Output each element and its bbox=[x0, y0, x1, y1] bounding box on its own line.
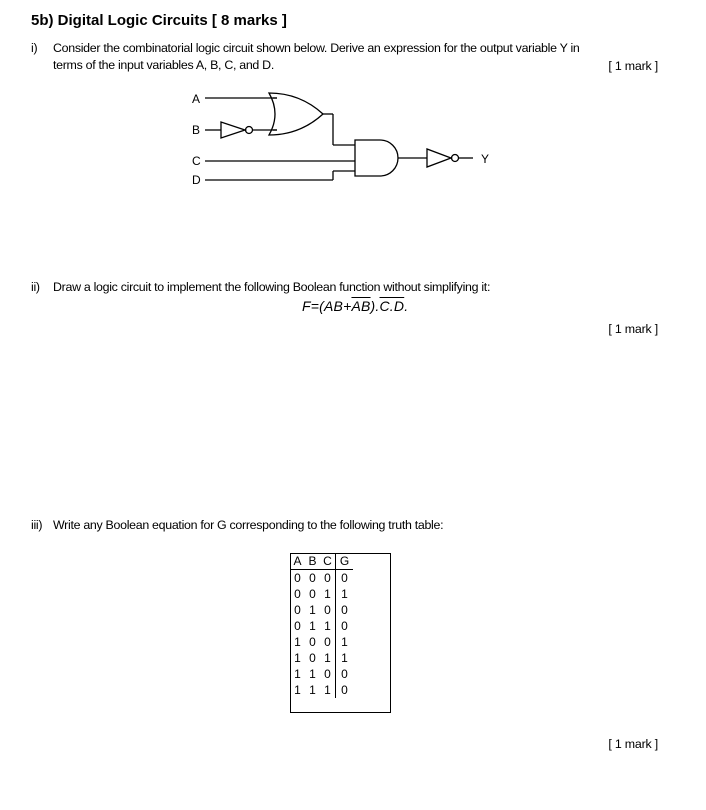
or-gate bbox=[269, 93, 323, 135]
cell: 0 bbox=[309, 571, 316, 585]
table-row bbox=[290, 570, 353, 587]
cell: 1 bbox=[336, 650, 354, 666]
q1-mark: [ 1 mark ] bbox=[608, 59, 658, 73]
cell: 0 bbox=[324, 571, 331, 585]
q1-line2: terms of the input variables A, B, C, and D. bbox=[53, 58, 274, 72]
and-gate bbox=[355, 140, 398, 176]
cell: 1 bbox=[324, 619, 331, 633]
table-row bbox=[290, 666, 353, 682]
q3-line1: Write any Boolean equation for G corresponding to the following truth table: bbox=[53, 518, 444, 532]
header-a: A bbox=[290, 553, 305, 570]
label-d: D bbox=[192, 173, 201, 187]
cell: 1 bbox=[309, 619, 316, 633]
table-row bbox=[290, 618, 353, 634]
cell: 1 bbox=[294, 683, 301, 697]
cell: 0 bbox=[309, 651, 316, 665]
cell: 0 bbox=[336, 602, 354, 618]
label-c: C bbox=[192, 154, 201, 168]
logic-circuit-diagram bbox=[185, 88, 515, 193]
eq-mid: ). bbox=[370, 298, 380, 314]
label-a: A bbox=[192, 92, 201, 106]
cell: 1 bbox=[309, 667, 316, 681]
cell: 1 bbox=[294, 667, 301, 681]
eq-cd-bar: C.D bbox=[379, 298, 405, 314]
cell: 0 bbox=[294, 619, 301, 633]
table-row bbox=[290, 650, 353, 666]
section-title: 5b) Digital Logic Circuits [ 8 marks ] bbox=[31, 12, 287, 29]
q2-line1: Draw a logic circuit to implement the following Boolean function without simplifying it: bbox=[53, 280, 491, 294]
boolean-equation bbox=[302, 298, 408, 314]
eq-prefix: F=(AB+ bbox=[302, 298, 352, 314]
q1-line1: Consider the combinatorial logic circuit shown below. Derive an expression for the output variable Y in bbox=[53, 41, 580, 55]
table-row bbox=[290, 682, 353, 698]
cell: 0 bbox=[336, 682, 354, 698]
table-row bbox=[290, 634, 353, 650]
eq-suffix: . bbox=[404, 298, 409, 314]
cell: 0 bbox=[324, 603, 331, 617]
not-gate-out bbox=[427, 149, 451, 167]
q3-mark: [ 1 mark ] bbox=[608, 737, 658, 751]
cell: 0 bbox=[336, 570, 354, 587]
header-g: G bbox=[336, 553, 354, 570]
label-b: B bbox=[192, 123, 201, 137]
cell: 0 bbox=[324, 667, 331, 681]
q3-number: iii) bbox=[31, 518, 43, 532]
eq-b-bar: $\overline{B}$ bbox=[361, 298, 371, 314]
cell: 1 bbox=[294, 635, 301, 649]
cell: 0 bbox=[294, 571, 301, 585]
cell: 0 bbox=[309, 635, 316, 649]
cell: 0 bbox=[309, 587, 316, 601]
cell: 1 bbox=[309, 683, 316, 697]
cell: 1 bbox=[336, 634, 354, 650]
truth-table-header bbox=[290, 553, 353, 570]
cell: 1 bbox=[324, 683, 331, 697]
cell: 0 bbox=[294, 603, 301, 617]
cell: 1 bbox=[309, 603, 316, 617]
q1-number: i) bbox=[31, 41, 38, 55]
q2-number: ii) bbox=[31, 280, 40, 294]
eq-a-bar: $\overline{A}$ bbox=[351, 298, 361, 314]
cell: 1 bbox=[324, 651, 331, 665]
header-c: C bbox=[320, 553, 336, 570]
cell: 0 bbox=[336, 618, 354, 634]
q2-mark: [ 1 mark ] bbox=[608, 322, 658, 336]
cell: 1 bbox=[336, 586, 354, 602]
header-b: B bbox=[305, 553, 320, 570]
truth-table bbox=[290, 553, 353, 698]
table-row bbox=[290, 586, 353, 602]
not-gate-b bbox=[221, 122, 245, 138]
cell: 0 bbox=[324, 635, 331, 649]
cell: 1 bbox=[324, 587, 331, 601]
label-y: Y bbox=[481, 152, 490, 166]
table-row bbox=[290, 602, 353, 618]
cell: 1 bbox=[294, 651, 301, 665]
cell: 0 bbox=[294, 587, 301, 601]
cell: 0 bbox=[336, 666, 354, 682]
